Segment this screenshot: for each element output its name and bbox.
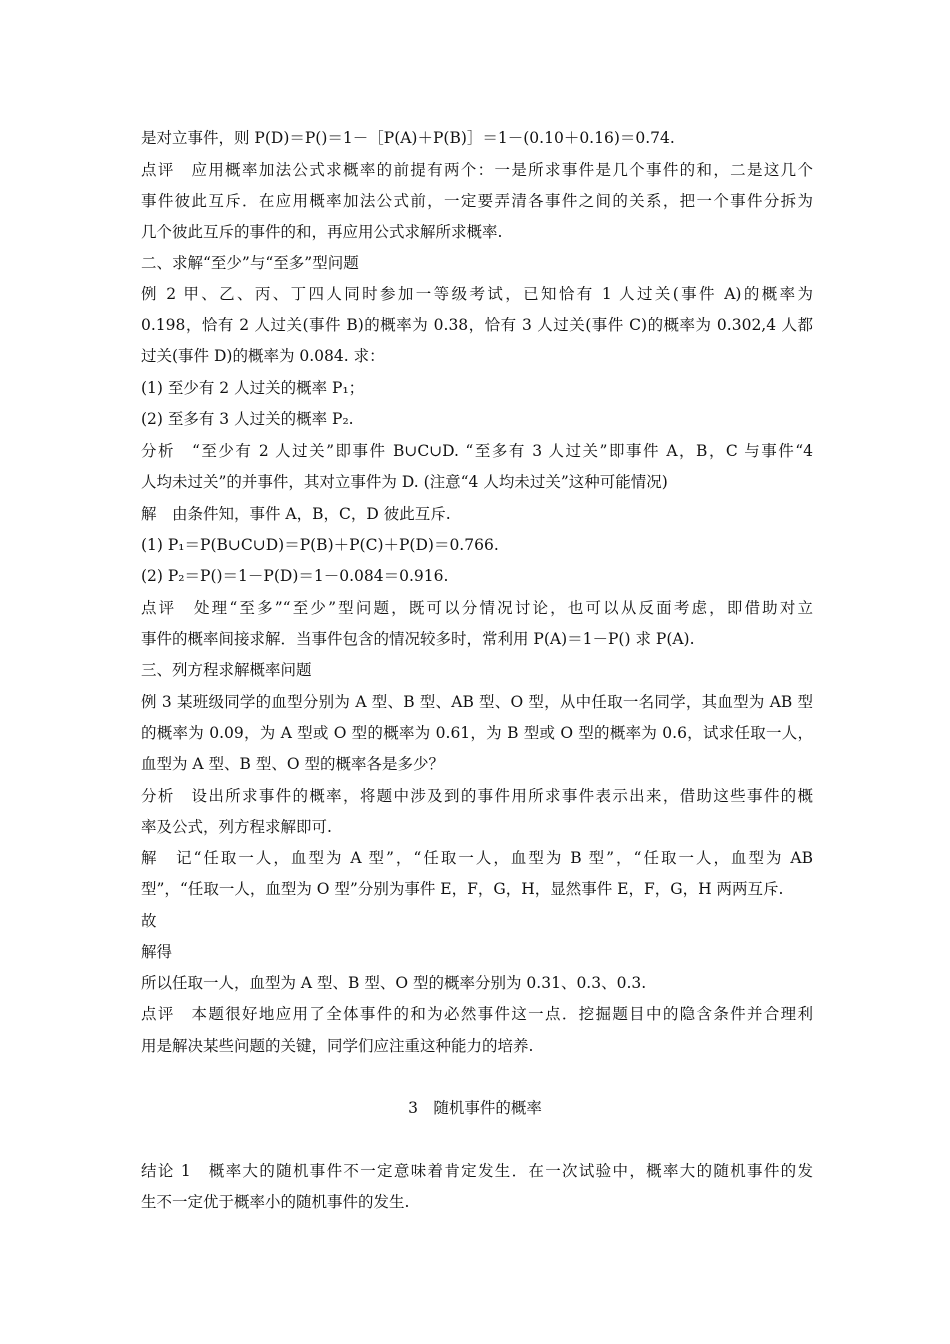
text-line: 生不一定优于概率小的随机事件的发生. <box>141 1193 410 1211</box>
example-line: 例 2 甲、乙、丙、丁四人同时参加一等级考试，已知恰有 1 人过关(事件 A)的概率为 <box>141 285 813 303</box>
example-line: 例 3 某班级同学的血型分别为 A 型、B 型、AB 型、O 型，从中任取一名同学，其血型为 AB 型 <box>141 693 813 711</box>
text-line: 解得 <box>141 943 173 961</box>
analysis-line: 分析 “至少有 2 人过关”即事件 B∪C∪D. “至多有 3 人过关”即事件 A，B，C 与事件“4 <box>141 442 813 460</box>
section-heading: 二、求解“至少”与“至多”型问题 <box>141 254 359 272</box>
solution-line: (2) P₂＝P()＝1－P(D)＝1－0.084＝0.916. <box>141 567 449 585</box>
remark-line: 点评 本题很好地应用了全体事件的和为必然事件这一点．挖掘题目中的隐含条件并合理利 <box>141 1005 813 1023</box>
text-line: 的概率为 0.09，为 A 型或 O 型的概率为 0.61，为 B 型或 O 型的概率为 0.6，试求任取一人， <box>141 724 813 742</box>
analysis-line: 分析 设出所求事件的概率，将题中涉及到的事件用所求事件表示出来，借助这些事件的概 <box>141 787 813 805</box>
text-line: 故 <box>141 912 157 930</box>
text-line: 所以任取一人，血型为 A 型、B 型、O 型的概率分别为 0.31、0.3、0.3. <box>141 974 647 992</box>
solution-line: 解 由条件知，事件 A，B，C，D 彼此互斥. <box>141 505 451 523</box>
text-line: 过关(事件 D)的概率为 0.084. 求： <box>141 347 385 365</box>
text-line: 用是解决某些问题的关键，同学们应注重这种能力的培养. <box>141 1037 534 1055</box>
text-line: 血型为 A 型、B 型、O 型的概率各是多少？ <box>141 755 445 773</box>
section-title: 3 随机事件的概率 <box>408 1099 542 1117</box>
text-line: 型”，“任取一人，血型为 O 型”分别为事件 E，F，G，H，显然事件 E，F，G，H 两两互斥. <box>141 880 784 898</box>
solution-line: 解 记“任取一人，血型为 A 型”，“任取一人，血型为 B 型”，“任取一人，血型为 AB <box>141 849 813 867</box>
text-line: 率及公式，列方程求解即可. <box>141 818 332 836</box>
question-item: (1) 至少有 2 人过关的概率 P₁； <box>141 379 365 397</box>
text-line: 人均未过关”的并事件，其对立事件为 D. (注意“4 人均未过关”这种可能情况) <box>141 473 668 491</box>
question-item: (2) 至多有 3 人过关的概率 P₂. <box>141 410 354 428</box>
remark-line: 点评 应用概率加法公式求概率的前提有两个：一是所求事件是几个事件的和，二是这几个 <box>141 161 813 179</box>
section-heading: 三、列方程求解概率问题 <box>141 661 312 679</box>
text-line: 事件彼此互斥．在应用概率加法公式前，一定要弄清各事件之间的关系，把一个事件分拆为 <box>141 192 813 210</box>
remark-line: 点评 处理“至多”“至少”型问题，既可以分情况讨论，也可以从反面考虑，即借助对立 <box>141 599 813 617</box>
text-line: 是对立事件，则 P(D)＝P()＝1－［P(A)＋P(B)］＝1－(0.10＋0.16)＝0.74. <box>141 129 675 147</box>
conclusion-line: 结论 1 概率大的随机事件不一定意味着肯定发生．在一次试验中，概率大的随机事件的发 <box>141 1162 813 1180</box>
text-line: 事件的概率间接求解．当事件包含的情况较多时，常利用 P(A)＝1－P() 求 P(A). <box>141 630 695 648</box>
solution-line: (1) P₁＝P(B∪C∪D)＝P(B)＋P(C)＋P(D)＝0.766. <box>141 536 499 554</box>
text-line: 0.198，恰有 2 人过关(事件 B)的概率为 0.38，恰有 3 人过关(事件 C)的概率为 0.302,4 人都 <box>141 316 813 334</box>
text-line: 几个彼此互斥的事件的和，再应用公式求解所求概率. <box>141 223 503 241</box>
